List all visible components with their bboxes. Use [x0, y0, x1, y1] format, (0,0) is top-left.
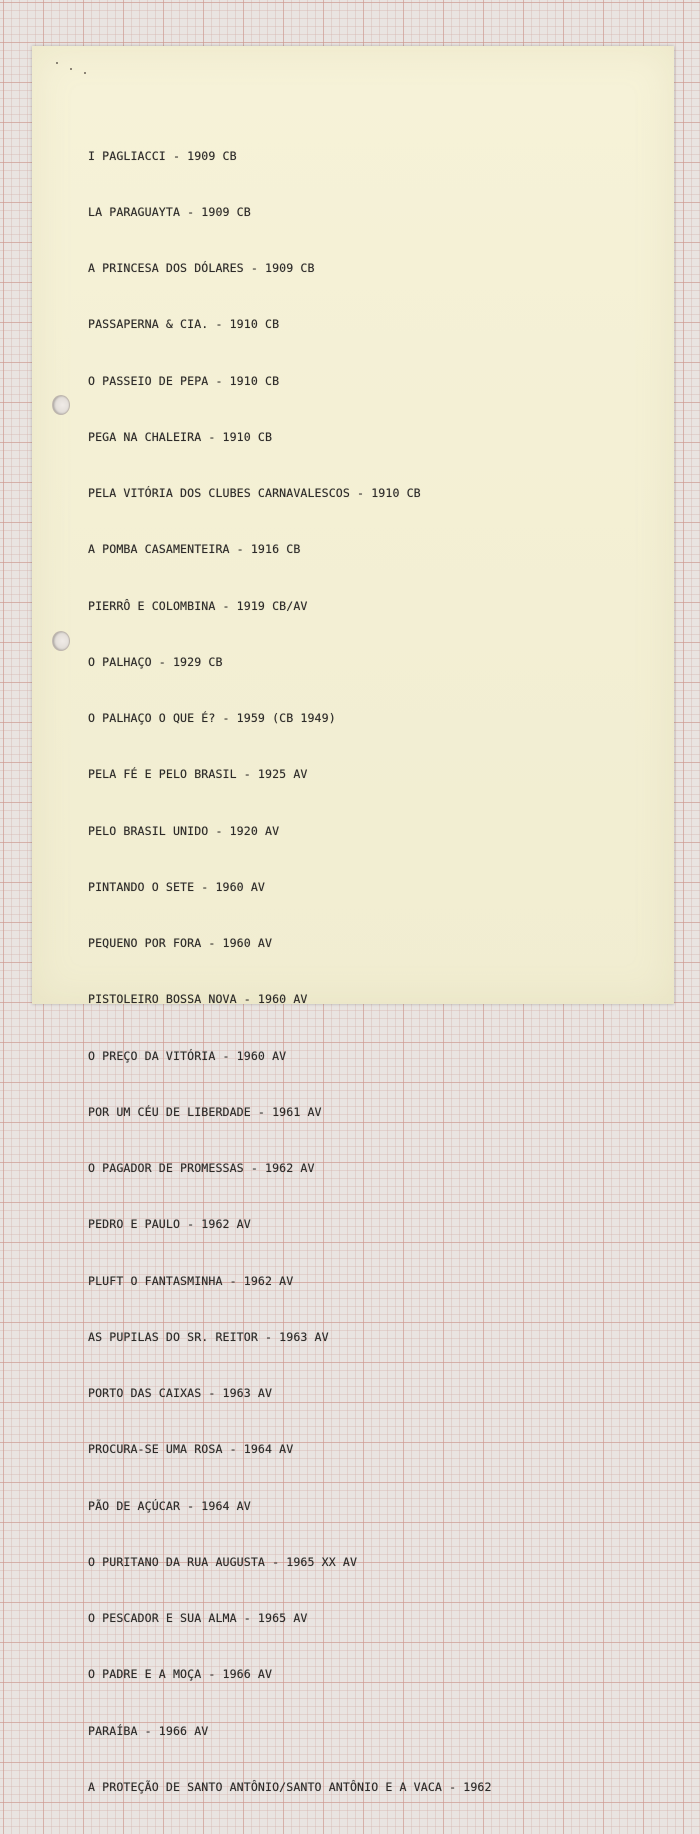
- list-item: O PADRE E A MOÇA - 1966 AV: [88, 1667, 273, 1682]
- list-item: PARAÍBA - 1966 AV: [88, 1723, 209, 1738]
- list-item: POR UM CÉU DE LIBERDADE - 1961 AV: [88, 1104, 322, 1119]
- list-item: PÃO DE AÇÚCAR - 1964 AV: [88, 1498, 251, 1513]
- title-list: [88, 109, 492, 1834]
- list-item: PELO BRASIL UNIDO - 1920 AV: [88, 823, 280, 838]
- list-item: PEDRO E PAULO - 1962 AV: [88, 1217, 251, 1232]
- list-item: O PREÇO DA VITÓRIA - 1960 AV: [88, 1048, 287, 1063]
- list-item: PIERRÔ E COLOMBINA - 1919 CB/AV: [88, 598, 308, 613]
- ink-specks: [54, 58, 94, 78]
- list-item: O PALHAÇO O QUE É? - 1959 (CB 1949): [88, 711, 336, 725]
- list-item: PINTANDO O SETE - 1960 AV: [88, 879, 266, 894]
- punch-hole-top: [52, 395, 70, 415]
- list-item: O PAGADOR DE PROMESSAS - 1962 AV: [88, 1161, 315, 1175]
- list-item: O PASSEIO DE PEPA - 1910 CB: [88, 373, 280, 388]
- list-item: PEQUENO POR FORA - 1960 AV: [88, 936, 273, 950]
- list-item: PLUFT O FANTASMINHA - 1962 AV: [88, 1273, 294, 1288]
- list-item: PELA FÉ E PELO BRASIL - 1925 AV: [88, 767, 308, 782]
- list-item: PASSAPERNA & CIA. - 1910 CB: [88, 317, 280, 332]
- list-item: PISTOLEIRO BOSSA NOVA - 1960 AV: [88, 992, 308, 1007]
- list-item: AS PUPILAS DO SR. REITOR - 1963 AV: [88, 1329, 329, 1344]
- punch-hole-bottom: [52, 631, 70, 651]
- list-item: O PESCADOR E SUA ALMA - 1965 AV: [88, 1611, 308, 1625]
- typewritten-sheet: [32, 46, 674, 1794]
- list-item: PORTO DAS CAIXAS - 1963 AV: [88, 1386, 273, 1400]
- list-item: PEGA NA CHALEIRA - 1910 CB: [88, 429, 273, 444]
- list-item: LA PARAGUAYTA - 1909 CB: [88, 204, 251, 219]
- list-item: PELA VITÓRIA DOS CLUBES CARNAVALESCOS - 1910 CB: [88, 486, 421, 500]
- list-item: O PURITANO DA RUA AUGUSTA - 1965 XX AV: [88, 1554, 358, 1569]
- list-item: A PROTEÇÃO DE SANTO ANTÔNIO/SANTO ANTÔNIO E A VACA - 1962: [88, 1779, 492, 1794]
- list-item: O PALHAÇO - 1929 CB: [88, 654, 223, 669]
- list-item: PROCURA-SE UMA ROSA - 1964 AV: [88, 1442, 294, 1457]
- list-item: A PRINCESA DOS DÓLARES - 1909 CB: [88, 261, 315, 275]
- list-item: A POMBA CASAMENTEIRA - 1916 CB: [88, 542, 301, 557]
- list-item: I PAGLIACCI - 1909 CB: [88, 148, 237, 163]
